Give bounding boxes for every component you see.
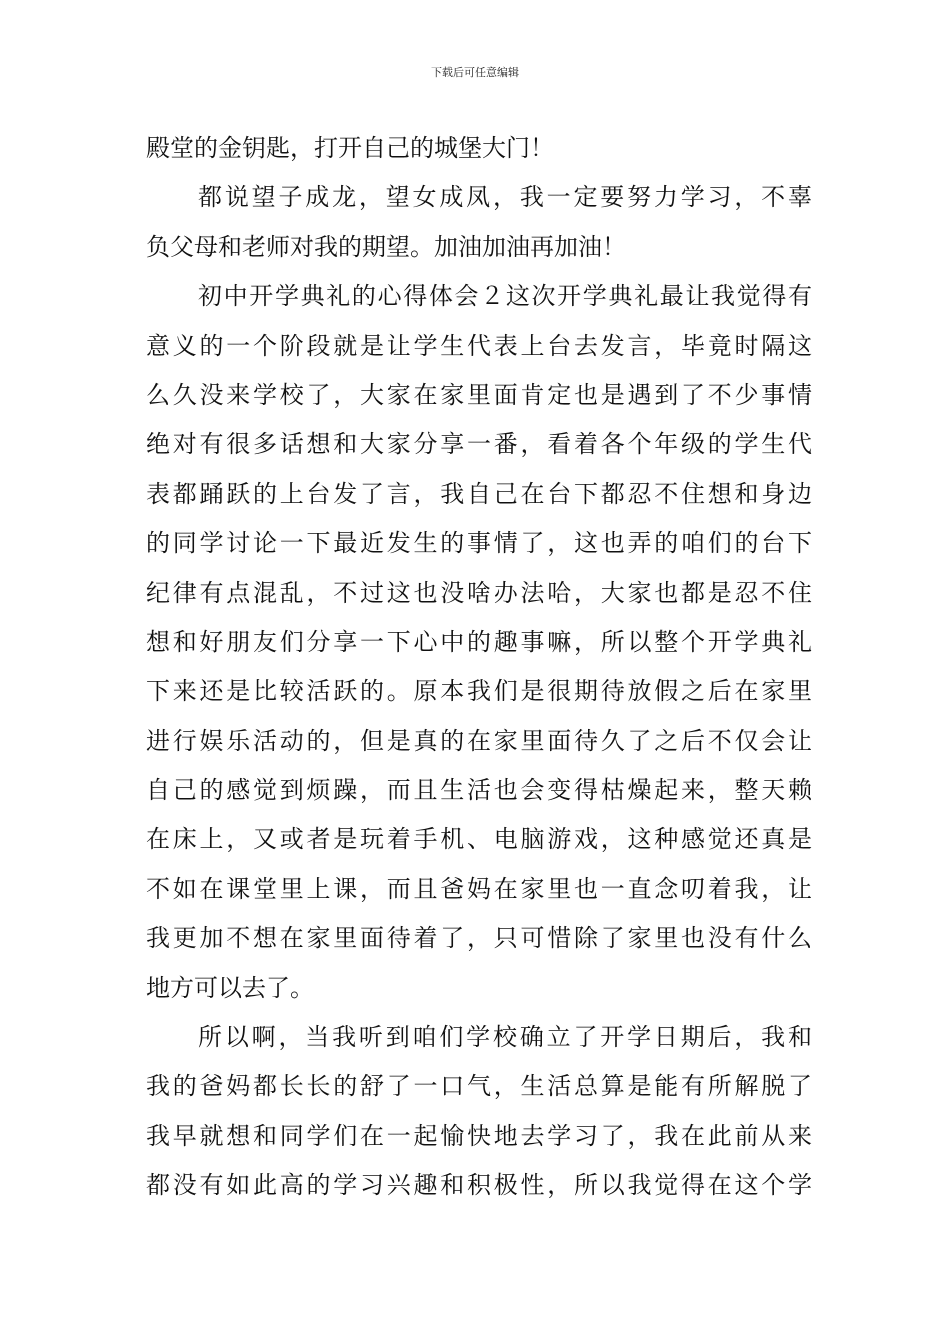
text-line: 我的爸妈都长长的舒了一口气，生活总算是能有所解脱了 bbox=[146, 1072, 812, 1101]
text-line: 意义的一个阶段就是让学生代表上台去发言，毕竟时隔这 bbox=[146, 331, 812, 360]
text-line: 进行娱乐活动的，但是真的在家里面待久了之后不仅会让 bbox=[146, 726, 812, 755]
text-line: 都说望子成龙，望女成凤，我一定要努力学习，不辜 bbox=[198, 183, 812, 212]
text-line: 么久没来学校了，大家在家里面肯定也是遇到了不少事情 bbox=[146, 380, 812, 409]
text-line: 地方可以去了。 bbox=[146, 973, 314, 1002]
text-line: 自己的感觉到烦躁，而且生活也会变得枯燥起来，整天赖 bbox=[146, 776, 812, 805]
text-line: 想和好朋友们分享一下心中的趣事嘛，所以整个开学典礼 bbox=[146, 627, 812, 656]
page-header-note: 下载后可任意编辑 bbox=[431, 66, 519, 79]
text-line: 不如在课堂里上课，而且爸妈在家里也一直念叨着我，让 bbox=[146, 874, 812, 903]
text-line: 在床上，又或者是玩着手机、电脑游戏，这种感觉还真是 bbox=[146, 825, 812, 854]
document-body bbox=[146, 124, 812, 1211]
text-line: 所以啊，当我听到咱们学校确立了开学日期后，我和 bbox=[198, 1023, 812, 1052]
text-line: 初中开学典礼的心得体会２这次开学典礼最让我觉得有 bbox=[198, 282, 812, 311]
text-line: 殿堂的金钥匙，打开自己的城堡大门！ bbox=[146, 134, 554, 162]
text-line: 表都踊跃的上台发了言，我自己在台下都忍不住想和身边 bbox=[146, 479, 812, 508]
text-line: 的同学讨论一下最近发生的事情了，这也弄的咱们的台下 bbox=[146, 529, 812, 558]
text-line: 都没有如此高的学习兴趣和积极性，所以我觉得在这个学 bbox=[146, 1171, 812, 1200]
text-line: 我早就想和同学们在一起愉快地去学习了，我在此前从来 bbox=[146, 1121, 812, 1150]
text-line: 绝对有很多话想和大家分享一番，看着各个年级的学生代 bbox=[146, 430, 812, 459]
text-line: 纪律有点混乱，不过这也没啥办法哈，大家也都是忍不住 bbox=[146, 578, 812, 607]
text-line: 下来还是比较活跃的。原本我们是很期待放假之后在家里 bbox=[146, 677, 812, 706]
text-line: 我更加不想在家里面待着了，只可惜除了家里也没有什么 bbox=[146, 924, 812, 953]
text-line: 负父母和老师对我的期望。加油加油再加油！ bbox=[146, 232, 626, 261]
